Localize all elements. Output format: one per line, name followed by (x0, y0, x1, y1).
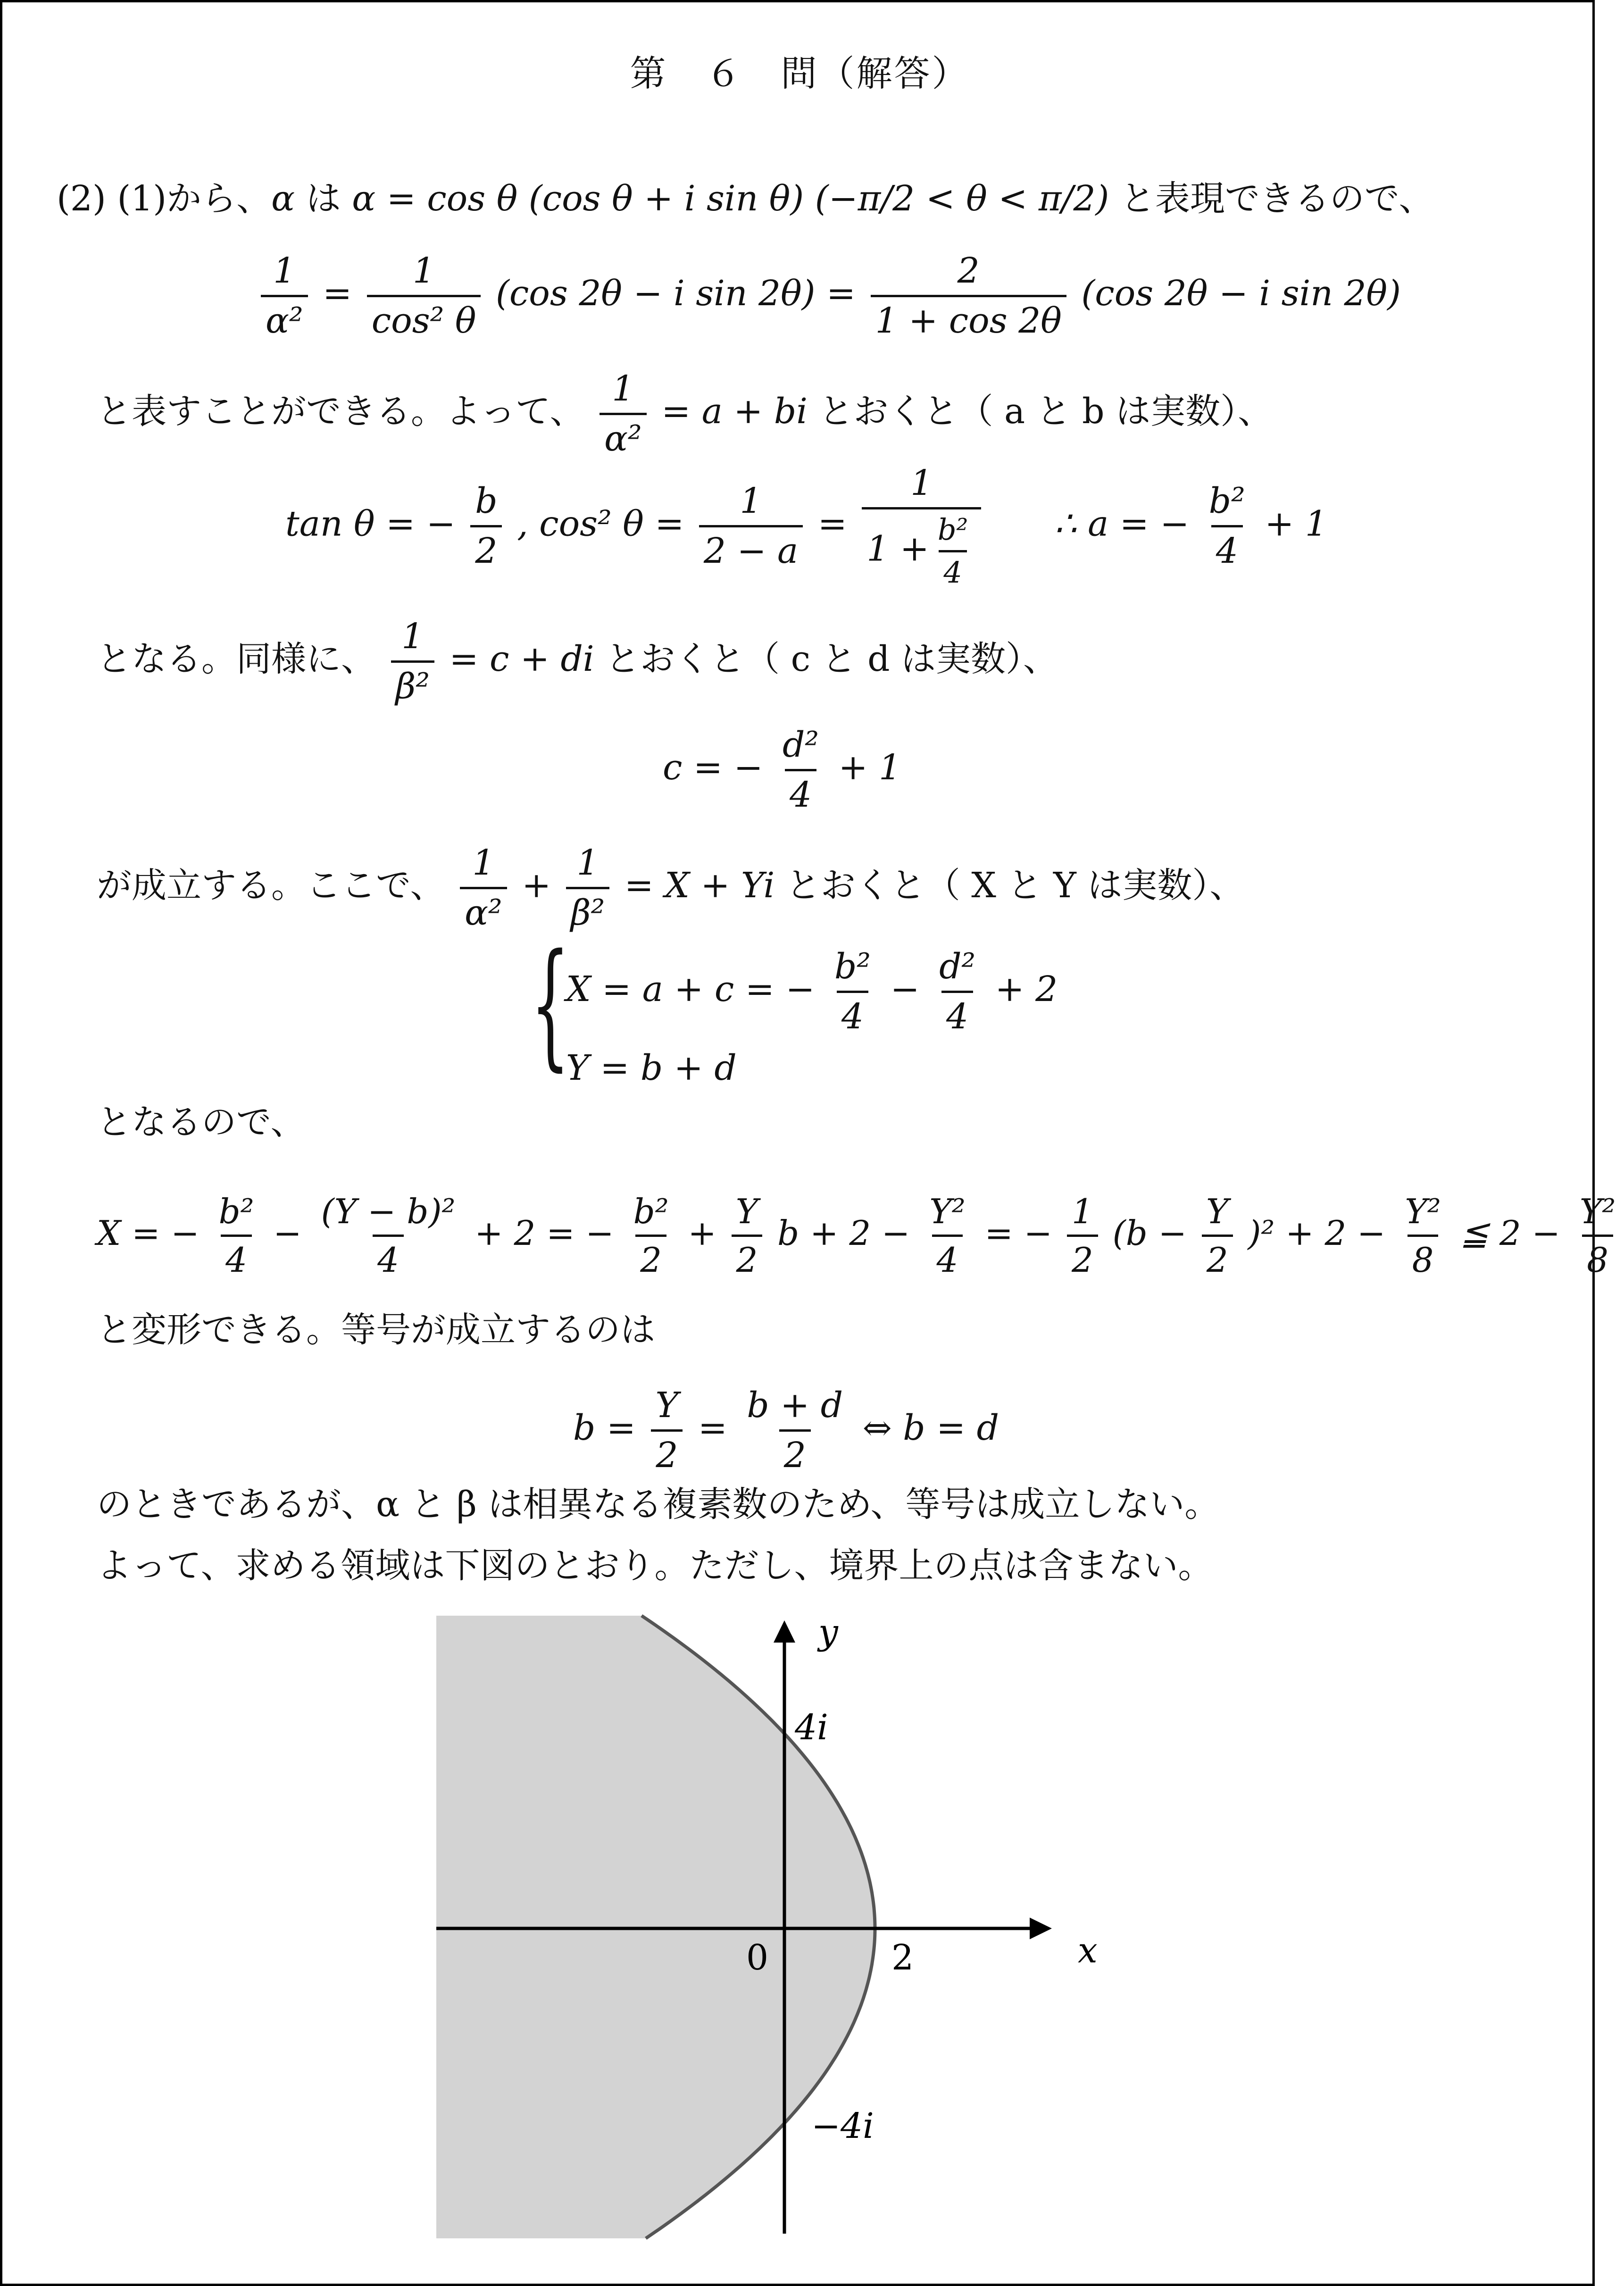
equation-6: b = $\frac{Y}{2}$ = $\frac{b + d}{2}$ ⇔ b = d (573, 1385, 999, 1476)
equation-2: tan θ = − $\frac{b}{2}$ , cos² θ = $\frac{1}{2 - a}$ = 1 1 + $\frac{\text{b²}}{4}$ ∴ a = − $\frac{\text{b²}}{4}$ + 1 (285, 463, 1327, 590)
para-distinct: のときであるが、α と β は相異なる複素数のため、等号は成立しない。 (97, 1484, 1220, 1525)
equation-system (531, 925, 1058, 1101)
region-graph (417, 1612, 1153, 2238)
y-axis-label: y (818, 1612, 838, 1652)
frac-1-over-alpha2-inline: $\frac{1}{\text{α²}}$ (600, 368, 647, 460)
equation-5: X = − $\frac{\text{b²}}{4}$ − $\frac{\text{(Y − b)²}}{4}$ + 2 = − $\frac{\text{b²}}{2}$ + $\frac{Y}{2}$ b + 2 − $\frac{\text{Y²}}{4}$ = − $\frac{1}{2}$ (b − $\frac{Y}{2}$ )² + 2 − $\frac{\text{Y²}}{8}$ ≦ 2 − $\frac{\text{Y²}}{8}$ (97, 1192, 1616, 1280)
intro-suffix: と表現できるので、 (1109, 178, 1434, 219)
para-set-cd: となる。同様に、 $\frac{1}{\text{β²}}$ = c + di とおくと（ c と d は実数）、 (97, 616, 1058, 707)
para-set-ab: と表すことができる。よって、 $\frac{1}{\text{α²}}$ = a + bi とおくと（ a と b は実数）、 (97, 368, 1273, 459)
nested-fraction: 1 1 + $\frac{\text{b²}}{4}$ (862, 462, 981, 591)
alpha-expression: α = cos θ (cos θ + i sin θ) (−π/2 < θ < π/2) (352, 178, 1109, 219)
x-axis-label: x (1078, 1930, 1098, 1971)
para-intro (57, 178, 1433, 220)
equation-3: c = − $\frac{\text{d²}}{4}$ + 1 (663, 725, 901, 815)
frac-2-over-1pcos: $\frac{2}{1 + \cos 2\theta}$ (871, 250, 1066, 342)
system-brace: { (531, 925, 570, 1084)
system-y-line: Y = b + d (566, 1048, 737, 1088)
para-region: よって、求める領域は下図のとおり。ただし、境界上の点は含まない。 (97, 1545, 1213, 1586)
y-top-label: 4i (795, 1707, 828, 1748)
equation-1: $\frac{1}{\text{α²}}$ = $\frac{1}{\text{cos² θ}}$ (cos 2θ − i sin 2θ) = $\frac{2}{1 + \cos 2\theta}$ (cos 2θ − i sin 2θ) (257, 250, 1401, 342)
page-title: 第 ６ 問（解答） (630, 52, 970, 94)
system-x-line: X = a + c = − $\frac{\text{b²}}{4}$ − $\frac{\text{d²}}{4}$ + 2 (566, 946, 1058, 1037)
intro-text: (2) (1)から、 (57, 178, 272, 219)
y-axis-arrow (774, 1620, 795, 1643)
y-bottom-label: −4i (811, 2106, 874, 2146)
intro-particle: は (295, 178, 352, 219)
frac-1-over-alpha2: $\frac{1}{\text{α²}}$ (261, 250, 308, 342)
para-equality: と変形できる。等号が成立するのは (97, 1310, 655, 1350)
para-therefore: となるので、 (97, 1102, 306, 1143)
alpha-symbol: α (271, 178, 295, 219)
origin-label: 0 (746, 1937, 769, 1978)
para-set-xy: が成立する。ここで、 $\frac{1}{\text{α²}}$ + $\frac{1}{\text{β²}}$ = X + Yi とおくと（ X と Y は実数）、 (97, 843, 1245, 933)
frac-1-over-cos2: $\frac{1}{\text{cos² θ}}$ (367, 250, 481, 342)
x-axis-arrow (1030, 1918, 1052, 1939)
x-intercept-label: 2 (891, 1937, 914, 1978)
